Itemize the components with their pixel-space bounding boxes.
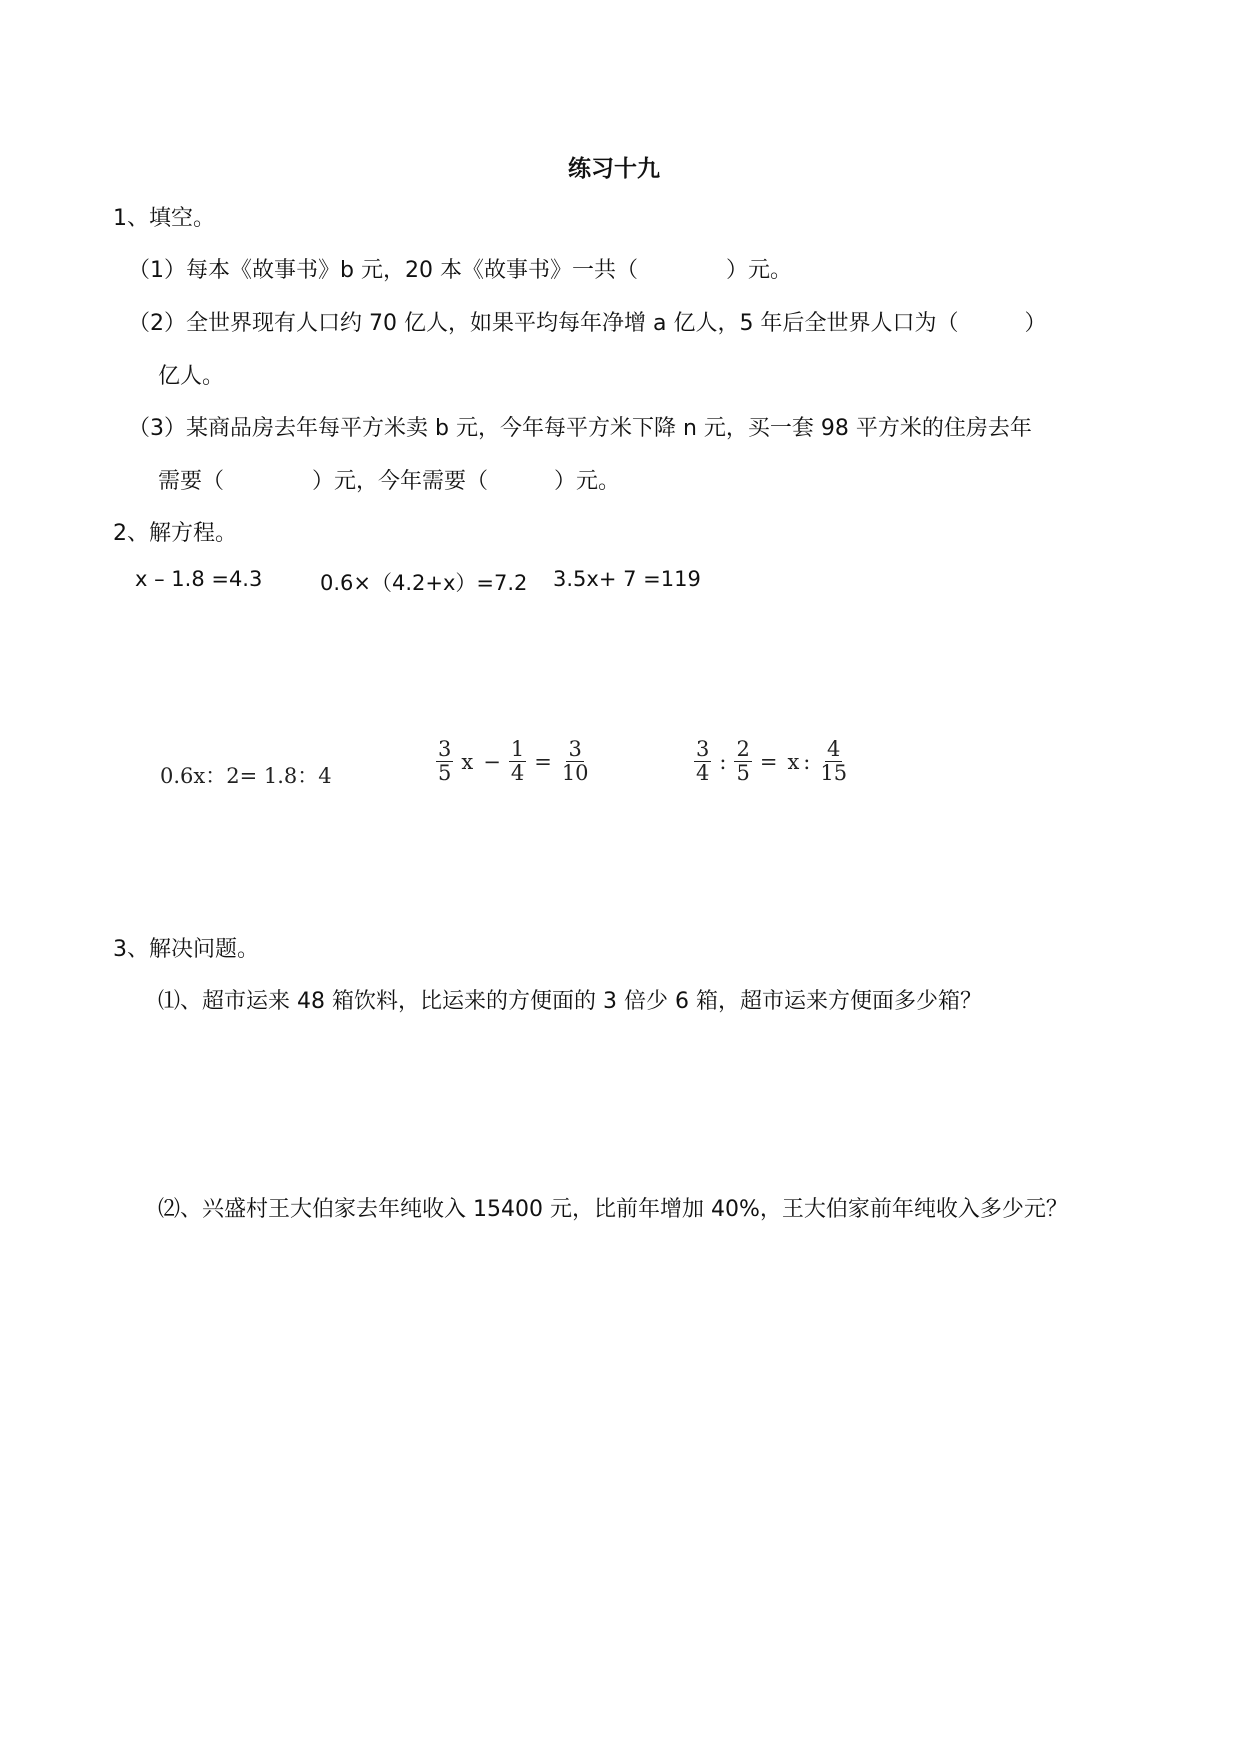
equation-4: 0.6x：2= 1.8：4 xyxy=(160,764,332,788)
fraction: $\frac{2}{5}$ xyxy=(736,737,750,786)
fraction: $\frac{3}{5}$ xyxy=(438,737,452,786)
problem-2: ⑵、兴盛村王大伯家去年纯收入 15400 元，比前年增加 40%，王大伯家前年纯收入多少元？ xyxy=(158,1197,1068,1222)
equation-5 xyxy=(432,738,595,785)
colon: : xyxy=(719,749,727,774)
section-3-heading: 3、解决问题。 xyxy=(113,937,259,962)
question-1-1: （1）每本《故事书》b 元，20 本《故事书》一共（ ）元。 xyxy=(128,258,792,283)
page-title: 练习十九 xyxy=(568,156,660,182)
question-1-3-line2: 需要（ ）元，今年需要（ ）元。 xyxy=(158,469,621,494)
question-1-2-line2: 亿人。 xyxy=(158,364,225,389)
fraction: $\frac{1}{4}$ xyxy=(510,737,525,786)
section-2-heading: 2、解方程。 xyxy=(113,521,237,546)
variable-x: x xyxy=(461,749,474,774)
equals-sign: = xyxy=(759,749,778,774)
fraction: $\frac{3}{10}$ xyxy=(561,737,589,786)
equation-3: 3.5x+ 7 =119 xyxy=(553,567,701,591)
fraction: $\frac{3}{4}$ xyxy=(696,737,710,786)
section-1-heading: 1、填空。 xyxy=(113,206,215,231)
question-1-3-line1: （3）某商品房去年每平方米卖 b 元，今年每平方米下降 n 元，买一套 98 平方米的住房去年 xyxy=(128,416,1032,441)
colon: : xyxy=(803,749,811,774)
question-1-2-line1: （2）全世界现有人口约 70 亿人，如果平均每年净增 a 亿人，5 年后全世界人口为（ ） xyxy=(128,311,1047,336)
equation-6 xyxy=(690,738,853,785)
minus-sign: − xyxy=(483,749,501,774)
equals-sign: = xyxy=(534,749,552,774)
fraction: $\frac{4}{15}$ xyxy=(820,737,848,786)
variable-x: x xyxy=(787,749,800,774)
problem-1: ⑴、超市运来 48 箱饮料，比运来的方便面的 3 倍少 6 箱，超市运来方便面多少箱？ xyxy=(158,989,982,1014)
equation-1: x – 1.8 =4.3 xyxy=(135,567,263,591)
equation-2: 0.6×（4.2+x）=7.2 xyxy=(320,571,528,595)
